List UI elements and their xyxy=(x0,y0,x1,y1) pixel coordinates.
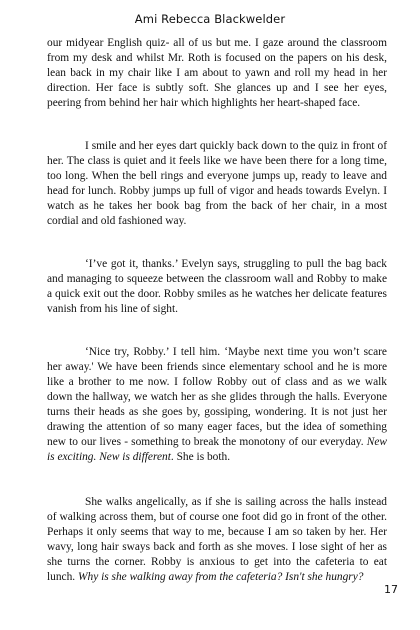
paragraph-4-text: ‘Nice try, Robby.’ I tell him. ‘Maybe next time you won’t scare her away.' We have been friends since elementary school and he is more like a brother to me now. I follow Robby out of class and as we walk down the hallway, we watch her as she glides through the halls. Everyone turns their heads as she goes by, gossiping, wondering. It is not just her drawing the attention of so many eager faces, but the idea of something new to our lives - something to break the monotony of our everyday. xyxy=(47,346,387,448)
paragraph-3: ‘I’ve got it, thanks.’ Evelyn says, struggling to pull the bag back and managing to squeeze between the classroom wall and Robby to make a quick exit out the door. Robby smiles as he watches her delicate features vanish from his line of sight. xyxy=(47,258,387,315)
paragraph-2: I smile and her eyes dart quickly back down to the quiz in front of her. The class is quiet and it feels like we have been there for a long time, too long. When the bell rings and everyone jumps up, ready to leave and head for lunch. Robby jumps up full of vigor and heads towards Evelyn. I watch as he takes her book bag from the back of her chair, in a most cordial and old fashioned way. xyxy=(47,140,387,227)
paragraph-1: our midyear English quiz- all of us but me. I gaze around the classroom from my desk and whilst Mr. Roth is focused on the papers on his desk, lean back in my chair like I am about to yawn and roll my head in her direction. Her face is subtly soft. She glances up and I see her eyes, peering from behind her hair which highlights her heart-shaped face. xyxy=(47,37,387,109)
paragraph-5 xyxy=(47,495,387,585)
paragraph-4 xyxy=(47,345,387,465)
paragraph-5-italic: Why is she walking away from the cafeteria? Isn't she hungry? xyxy=(78,571,364,583)
paragraph-4-italic: New is exciting. New is different xyxy=(47,436,387,463)
page-number: 17 xyxy=(384,583,398,596)
paragraph-4-end: . She is both. xyxy=(170,451,231,463)
running-header-author: Ami Rebecca Blackwelder xyxy=(134,12,286,26)
body-text xyxy=(47,36,387,585)
paragraph-5-text: She walks angelically, as if she is sailing across the halls instead of walking across them, but of course one foot did go in front of the other. Perhaps it only seems that way to me, because I am so taken by her. Her wavy, long hair sways back and forth as she moves. I lose sight of her as she turns the corner. Robby is anxious to get into the cafeteria to eat lunch. xyxy=(47,496,387,583)
